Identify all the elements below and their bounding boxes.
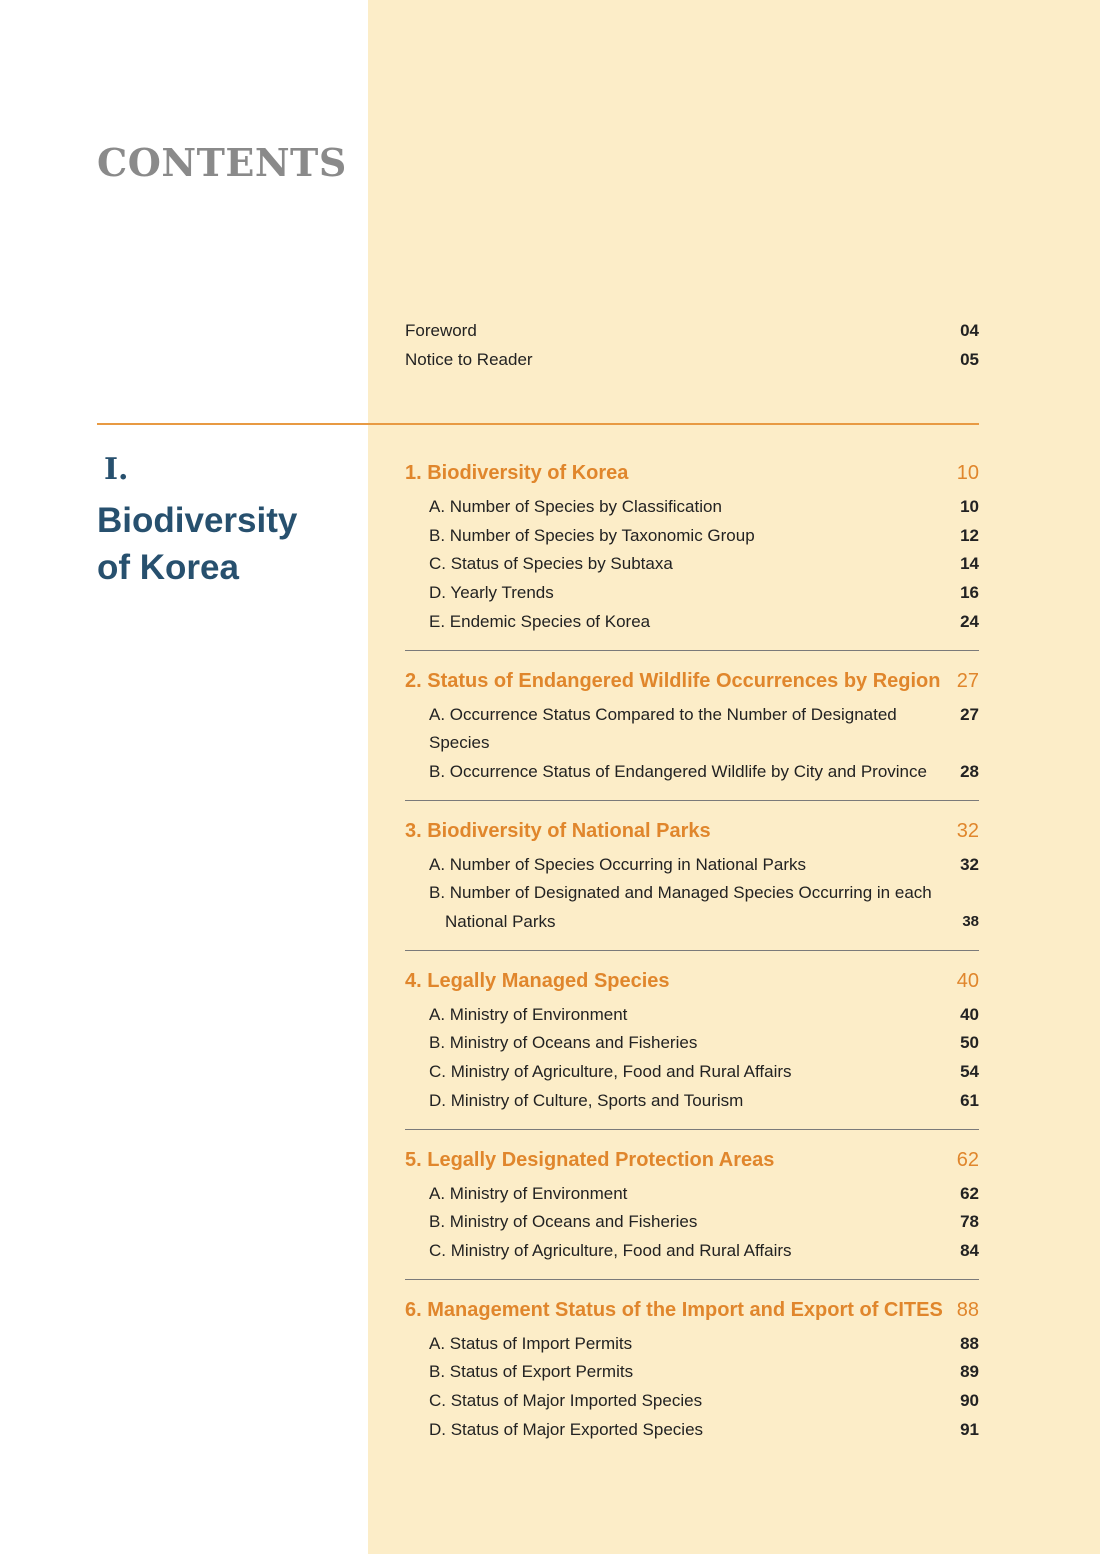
section-title: 6. Management Status of the Import and Export of CITES <box>405 1298 943 1321</box>
toc-entry[interactable] <box>405 1208 979 1237</box>
section-page: 62 <box>956 1148 979 1171</box>
toc-entry-page: 16 <box>960 583 979 603</box>
section-title: 4. Legally Managed Species <box>405 969 670 992</box>
toc-entry[interactable] <box>405 550 979 579</box>
toc-entry-page: 88 <box>960 1333 979 1353</box>
toc-entry-label: A. Number of Species Occurring in National Parks <box>429 854 806 874</box>
toc-entry-page: 24 <box>960 611 979 631</box>
toc-entry[interactable] <box>405 1087 979 1116</box>
toc-entry-foreword[interactable] <box>405 317 979 346</box>
toc-entry-label: B. Number of Species by Taxonomic Group <box>429 525 755 545</box>
toc-entry-label: D. Status of Major Exported Species <box>429 1419 704 1439</box>
section-title: 5. Legally Designated Protection Areas <box>405 1148 775 1171</box>
toc-entry-page: 32 <box>960 854 979 874</box>
toc-entry-label: C. Ministry of Agriculture, Food and Rural Affairs <box>429 1062 792 1082</box>
toc-entry-page: 54 <box>960 1062 979 1082</box>
toc-entry-label: C. Status of Major Imported Species <box>429 1391 703 1411</box>
toc-entry[interactable] <box>405 1416 979 1445</box>
toc-entry[interactable] <box>405 1330 979 1359</box>
toc-entry-label: B. Occurrence Status of Endangered Wildlife by City and Province <box>429 761 927 781</box>
part-number: Ⅰ. <box>104 452 129 487</box>
toc-entry-page: 62 <box>960 1183 979 1203</box>
section-title: 1. Biodiversity of Korea <box>405 462 629 484</box>
toc-entry-label: Notice to Reader <box>405 349 533 369</box>
toc-entry[interactable] <box>405 1001 979 1030</box>
toc-entry-page: 50 <box>960 1033 979 1053</box>
part-title <box>97 497 357 591</box>
toc-entry[interactable] <box>405 701 979 758</box>
toc-entry[interactable] <box>405 758 979 787</box>
toc-section-2 <box>405 651 979 801</box>
toc-entry-label: C. Status of Species by Subtaxa <box>429 554 673 574</box>
section-page: 88 <box>956 1298 979 1321</box>
toc-entry[interactable] <box>405 1058 979 1087</box>
toc-entry-page: 84 <box>960 1240 979 1260</box>
toc-entry-label: A. Status of Import Permits <box>429 1333 633 1353</box>
toc-entry[interactable] <box>405 493 979 522</box>
toc-entry[interactable] <box>405 1029 979 1058</box>
toc-entry-page: 04 <box>960 321 979 340</box>
toc-entry-label: B. Ministry of Oceans and Fisheries <box>429 1033 698 1053</box>
part-title-line-1: Biodiversity <box>97 501 298 540</box>
toc-entry-label: B. Status of Export Permits <box>429 1362 634 1382</box>
section-page: 40 <box>956 969 979 992</box>
section-heading[interactable] <box>405 456 979 490</box>
section-heading[interactable] <box>405 1143 979 1177</box>
toc-entry-page: 40 <box>960 1004 979 1024</box>
toc-entry-label-continuation: National Parks <box>445 912 556 932</box>
toc-section-4 <box>405 951 979 1130</box>
toc-entry-page: 90 <box>960 1391 979 1411</box>
toc-entry[interactable] <box>405 879 979 936</box>
intro-list <box>405 317 979 374</box>
part-divider <box>97 423 979 425</box>
toc-entry[interactable] <box>405 1180 979 1209</box>
toc-entry[interactable] <box>405 1387 979 1416</box>
section-heading[interactable] <box>405 964 979 998</box>
section-title: 2. Status of Endangered Wildlife Occurrences by Region <box>405 669 941 692</box>
toc-entry-page: 91 <box>960 1419 979 1439</box>
part-title-line-2: of Korea <box>97 548 239 587</box>
table-of-contents <box>405 456 979 1457</box>
toc-entry-label: Foreword <box>405 321 477 340</box>
toc-entry-label: D. Ministry of Culture, Sports and Tourism <box>429 1090 744 1110</box>
toc-entry[interactable] <box>405 579 979 608</box>
toc-entry-label: D. Yearly Trends <box>429 583 554 603</box>
toc-entry-page: 61 <box>960 1090 979 1110</box>
toc-entry-label: A. Number of Species by Classification <box>429 497 722 516</box>
toc-entry-label: A. Ministry of Environment <box>429 1004 628 1024</box>
toc-entry-page: 27 <box>960 704 979 724</box>
toc-section-5 <box>405 1130 979 1280</box>
toc-entry-page: 12 <box>960 525 979 545</box>
toc-entry-page: 14 <box>960 554 979 574</box>
toc-entry-label: B. Number of Designated and Managed Species Occurring in each <box>429 883 932 903</box>
page-title: CONTENTS <box>97 140 347 185</box>
toc-entry-label: C. Ministry of Agriculture, Food and Rural Affairs <box>429 1240 792 1260</box>
section-heading[interactable] <box>405 814 979 848</box>
toc-entry[interactable] <box>405 1358 979 1387</box>
section-heading[interactable] <box>405 664 979 698</box>
toc-entry[interactable] <box>405 522 979 551</box>
toc-entry-page: 78 <box>960 1212 979 1232</box>
section-title: 3. Biodiversity of National Parks <box>405 819 711 842</box>
toc-entry[interactable] <box>405 851 979 880</box>
section-page: 32 <box>956 819 979 842</box>
toc-entry[interactable] <box>405 1237 979 1266</box>
toc-section-1 <box>405 456 979 651</box>
toc-entry-label: B. Ministry of Oceans and Fisheries <box>429 1212 698 1232</box>
toc-entry-page: 89 <box>960 1362 979 1382</box>
toc-entry-page: 28 <box>960 761 979 781</box>
toc-entry-label-wrap <box>429 879 946 936</box>
section-page: 10 <box>956 462 979 484</box>
section-page: 27 <box>956 669 979 692</box>
toc-entry-page: 10 <box>960 497 979 516</box>
toc-entry[interactable] <box>405 608 979 637</box>
section-heading[interactable] <box>405 1293 979 1327</box>
toc-section-6 <box>405 1280 979 1458</box>
toc-entry-page: 05 <box>960 349 979 369</box>
toc-entry-label: A. Occurrence Status Compared to the Number of Designated Species <box>429 704 897 753</box>
toc-entry-notice-to-reader[interactable] <box>405 346 979 375</box>
toc-entry-page: 38 <box>962 913 979 931</box>
toc-entry-label: E. Endemic Species of Korea <box>429 611 651 631</box>
toc-entry-label: A. Ministry of Environment <box>429 1183 628 1203</box>
toc-section-3 <box>405 801 979 951</box>
